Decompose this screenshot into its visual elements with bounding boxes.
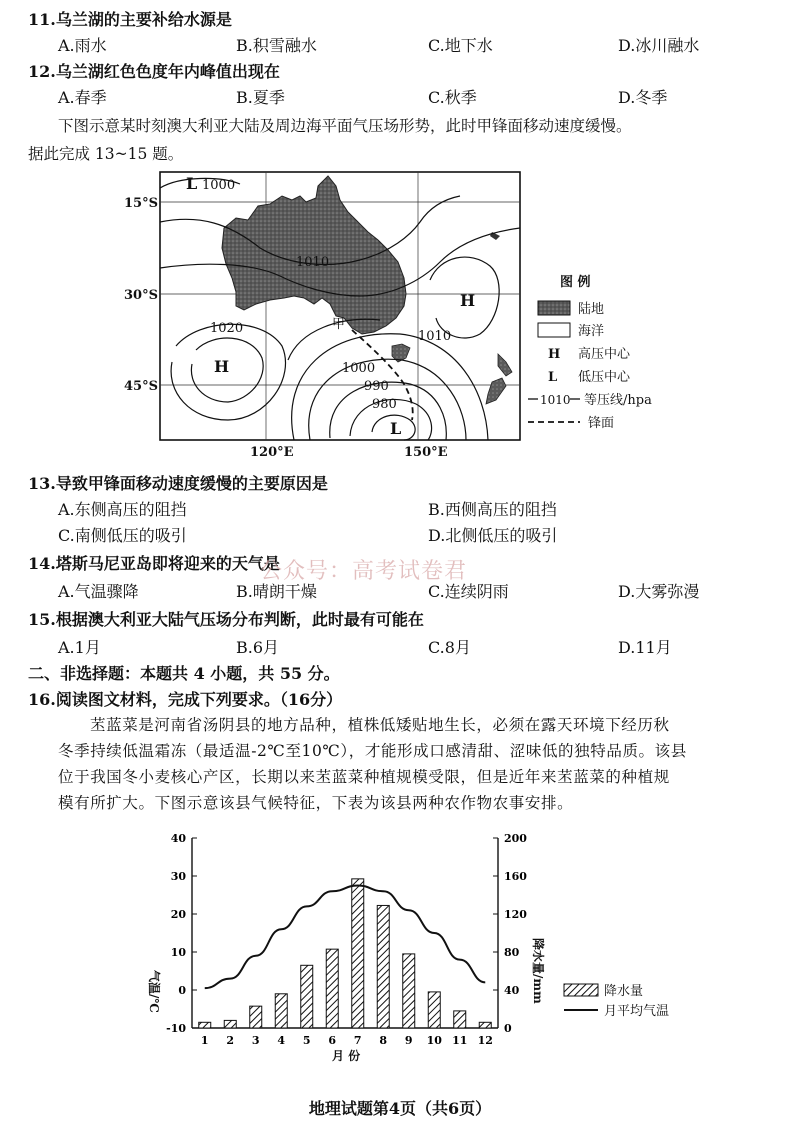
chart-xtick-label: 8 [379, 1034, 388, 1047]
chart-y2tick-label: 0 [504, 1022, 512, 1035]
q15-option-a: A.1月 [58, 638, 101, 657]
pressure-map [0, 0, 800, 470]
legend-precip-swatch [564, 984, 598, 996]
q12-option-a: A.春季 [58, 88, 107, 107]
question-11-stem: 11.乌兰湖的主要补给水源是 [28, 10, 232, 29]
map-lat-30s: 30°S [124, 288, 158, 303]
chart-y2tick-label: 120 [504, 908, 527, 921]
precip-bar [352, 879, 364, 1028]
chart-xtick-label: 3 [251, 1034, 260, 1047]
precip-bar [428, 992, 440, 1028]
legend-low-symbol: L [548, 370, 558, 385]
precip-bar [301, 965, 313, 1028]
chart-ytick-label: 0 [178, 984, 186, 997]
q14-option-d: D.大雾弥漫 [618, 582, 700, 601]
q16-para-line-4: 模有所扩大。下图示意该县气候特征，下表为该县两种农作物农事安排。 [58, 794, 574, 812]
q15-option-c: C.8月 [428, 638, 471, 657]
map-lon-150e: 150°E [404, 445, 448, 460]
legend-isobar-value: 1010 [540, 393, 571, 407]
map-front-label: 甲 [332, 317, 346, 332]
precip-bar [403, 954, 415, 1028]
q16-para-line-3: 位于我国冬小麦核心产区，长期以来苤蓝菜种植规模受限，但是近年来苤蓝菜的种植规 [58, 768, 670, 786]
question-16-stem: 16.阅读图文材料，完成下列要求。（16分） [28, 690, 343, 709]
map-isobar-label-1010-east: 1010 [418, 329, 452, 344]
chart-y2tick-label: 80 [504, 946, 520, 959]
chart-xtick-label: 4 [277, 1034, 286, 1047]
chart-xtick-label: 5 [302, 1034, 311, 1047]
watermark-text: 公众号：高考试卷君 [260, 559, 468, 584]
chart-xlabel: 月 份 [332, 1049, 361, 1063]
chart-ytick-label: 10 [170, 946, 186, 959]
precip-bar [479, 1022, 491, 1028]
legend-ocean-swatch [538, 323, 570, 337]
map-high-east-symbol: H [460, 291, 476, 310]
legend-temp-label: 月平均气温 [604, 1004, 670, 1019]
q16-para-line-2: 冬季持续低温霜冻（最适温-2℃至10℃），才能形成口感清甜、涩味低的独特品质。该县 [58, 742, 687, 760]
map-lat-15s: 15°S [124, 196, 158, 211]
map-legend [528, 274, 652, 431]
q14-option-a: A.气温骤降 [58, 582, 139, 601]
q16-para-line-1: 苤蓝菜是河南省汤阴县的地方品种，植株低矮贴地生长，必须在露天环境下经历秋 [90, 716, 670, 734]
legend-title: 图 例 [560, 275, 591, 290]
map-isobar-label-1020: 1020 [210, 321, 244, 336]
q11-option-b: B.积雪融水 [236, 36, 317, 55]
question-13-stem: 13.导致甲锋面移动速度缓慢的主要原因是 [28, 474, 328, 493]
legend-low-label: 低压中心 [578, 370, 631, 385]
q11-option-d: D.冰川融水 [618, 36, 700, 55]
chart-xtick-label: 10 [426, 1034, 442, 1047]
q12-option-c: C.秋季 [428, 88, 477, 107]
chart-xtick-label: 2 [226, 1034, 235, 1047]
precip-bar [454, 1011, 466, 1028]
q11-option-c: C.地下水 [428, 36, 493, 55]
map-isobar-label-980: 980 [372, 397, 397, 412]
chart-xtick-label: 11 [452, 1034, 468, 1047]
legend-front-label: 锋面 [588, 416, 615, 431]
chart-y2tick-label: 40 [504, 984, 520, 997]
q14-option-c: C.连续阴雨 [428, 582, 509, 601]
question-15-stem: 15.根据澳大利亚大陆气压场分布判断，此时最有可能在 [28, 610, 424, 629]
q13-option-b: B.西侧高压的阻挡 [428, 500, 557, 519]
q14-option-b: B.晴朗干燥 [236, 582, 317, 601]
question-14-stem: 14.塔斯马尼亚岛即将迎来的天气是 [28, 554, 280, 573]
chart-ytick-label: 30 [170, 870, 186, 883]
map-isobar-label-1000-south: 1000 [342, 361, 376, 376]
map-high-west-symbol: H [214, 357, 230, 376]
legend-ocean-label: 海洋 [578, 324, 605, 339]
legend-high-symbol: H [548, 347, 561, 362]
chart-ytick-label: 40 [170, 832, 186, 845]
chart-legend [564, 983, 669, 1019]
legend-isobar-label: 等压线/hpa [584, 393, 652, 408]
chart-ylabel: 气温/℃ [147, 970, 161, 1013]
precip-bar [250, 1006, 262, 1028]
chart-ytick-label: -10 [166, 1022, 186, 1035]
q12-option-d: D.冬季 [618, 88, 668, 107]
precip-bar [275, 994, 287, 1028]
map-isobar-label-1010-inland: 1010 [296, 255, 330, 270]
precip-bar [199, 1022, 211, 1028]
q13-option-c: C.南侧低压的吸引 [58, 526, 187, 545]
map-low-nw-symbol: L [186, 174, 198, 193]
legend-precip-label: 降水量 [604, 984, 644, 999]
section-2-heading: 二、非选择题：本题共 4 小题，共 55 分。 [28, 664, 340, 683]
page-footer: 地理试题第4页（共6页） [308, 1099, 492, 1118]
question-12-stem: 12.乌兰湖红色色度年内峰值出现在 [28, 62, 280, 81]
climate-chart [0, 820, 800, 1070]
q15-option-b: B.6月 [236, 638, 280, 657]
q11-option-a: A.雨水 [58, 36, 107, 55]
chart-xtick-label: 1 [200, 1034, 209, 1047]
chart-y2tick-label: 200 [504, 832, 527, 845]
map-low-south-symbol: L [390, 419, 402, 438]
intro-line-1: 下图示意某时刻澳大利亚大陆及周边海平面气压场形势，此时甲锋面移动速度缓慢。 [58, 117, 632, 135]
map-isobar-label-990: 990 [364, 379, 389, 394]
chart-xtick-label: 9 [404, 1034, 413, 1047]
map-lon-120e: 120°E [250, 445, 294, 460]
q13-option-d: D.北侧低压的吸引 [428, 526, 558, 545]
chart-y2label: 降水量/mm [531, 938, 545, 1004]
q13-option-a: A.东侧高压的阻挡 [58, 500, 187, 519]
temperature-line [205, 886, 486, 989]
legend-land-label: 陆地 [578, 302, 605, 317]
q15-option-d: D.11月 [618, 638, 672, 657]
chart-xtick-label: 12 [477, 1034, 493, 1047]
chart-y2tick-label: 160 [504, 870, 527, 883]
precip-bar [326, 949, 338, 1028]
chart-ytick-label: 20 [170, 908, 186, 921]
chart-xtick-label: 7 [353, 1034, 362, 1047]
legend-high-label: 高压中心 [578, 347, 631, 362]
chart-xtick-label: 6 [328, 1034, 337, 1047]
q12-option-b: B.夏季 [236, 88, 285, 107]
precip-bar [377, 905, 389, 1028]
intro-line-2: 据此完成 13~15 题。 [28, 145, 184, 163]
legend-land-swatch [538, 301, 570, 315]
map-lat-45s: 45°S [124, 379, 158, 394]
precip-bar [224, 1020, 236, 1028]
map-isobar-label-1000-nw: 1000 [202, 178, 236, 193]
